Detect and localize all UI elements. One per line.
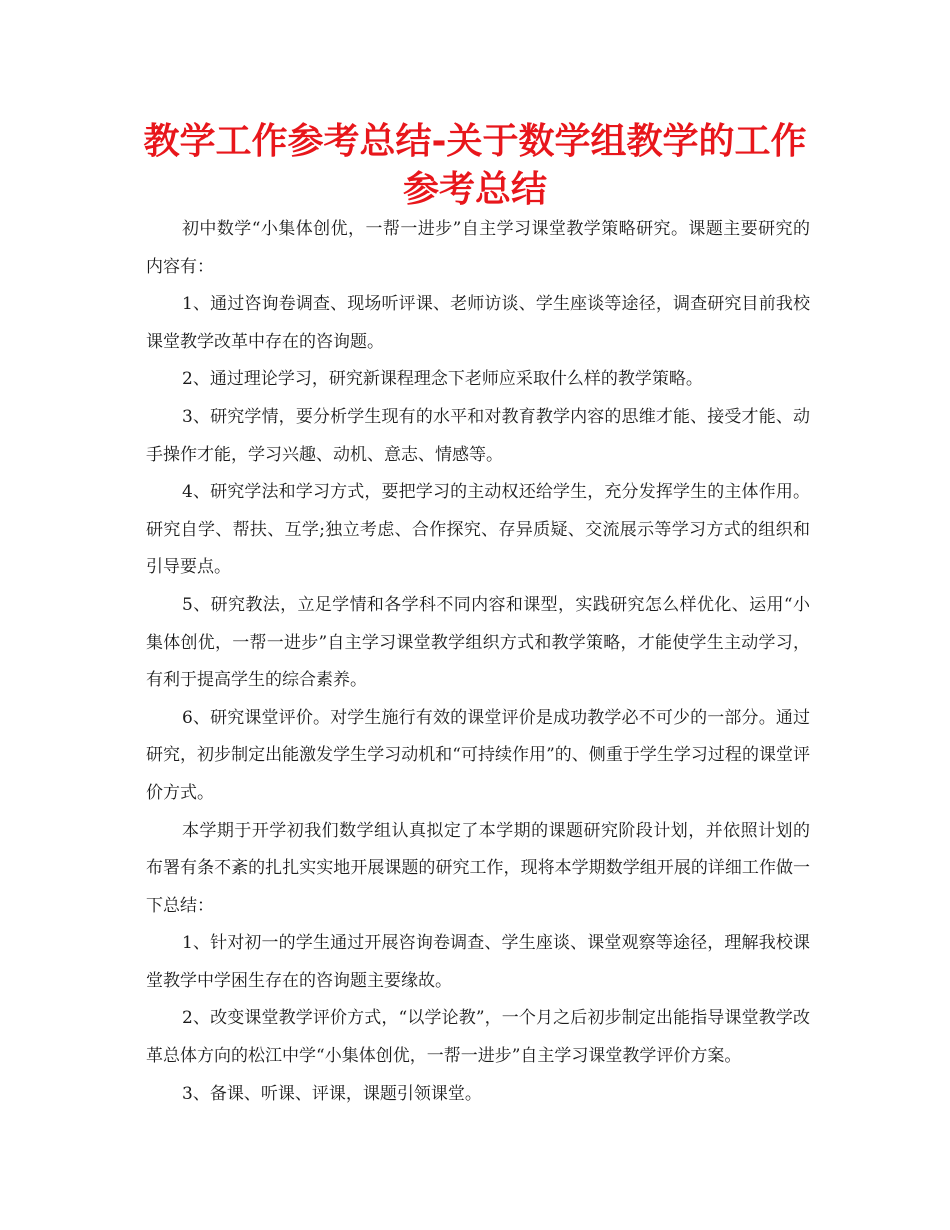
paragraph-item-4: 4、研究学法和学习方式，要把学习的主动权还给学生，充分发挥学生的主体作用。研究自学、帮扶、互学;独立考虑、合作探究、存异质疑、交流展示等学习方式的组织和引导要点。: [146, 482, 810, 578]
paragraph-intro: 初中数学“小集体创优，一帮一进步”自主学习课堂教学策略研究。课题主要研究的内容有：: [146, 219, 810, 277]
paragraph-item-3: 3、研究学情，要分析学生现有的水平和对教育教学内容的思维才能、接受才能、动手操作才能，学习兴趣、动机、意志、情感等。: [146, 406, 810, 465]
paragraph-summary-intro: 本学期于开学初我们数学组认真拟定了本学期的课题研究阶段计划，并依照计划的布署有条不紊的扎扎实实地开展课题的研究工作，现将本学期数学组开展的详细工作做一下总结：: [146, 820, 810, 916]
paragraph-work-1: 1、针对初一的学生通过开展咨询卷调查、学生座谈、课堂观察等途径，理解我校课堂教学中学困生存在的咨询题主要缘故。: [146, 933, 810, 991]
paragraph-work-2: 2、改变课堂教学评价方式，“以学论教”，一个月之后初步制定出能指导课堂教学改革总体方向的松江中学“小集体创优，一帮一进步”自主学习课堂教学评价方案。: [146, 1008, 810, 1067]
document-body: [146, 211, 810, 1113]
paragraph-item-1: 1、通过咨询卷调查、现场听评课、老师访谈、学生座谈等途径，调查研究目前我校课堂教学改革中存在的咨询题。: [146, 294, 810, 352]
document-title: 教学工作参考总结-关于数学组教学的工作参考总结: [143, 121, 807, 210]
paragraph-item-2: 2、通过理论学习，研究新课程理念下老师应采取什么样的教学策略。: [182, 369, 703, 390]
paragraph-work-3: 3、备课、听课、评课，课题引领课堂。: [182, 1083, 482, 1104]
paragraph-item-5: 5、研究教法，立足学情和各学科不同内容和课型，实践研究怎么样优化、运用“小集体创优，一帮一进步”自主学习课堂教学组织方式和教学策略，才能使学生主动学习，有利于提高学生的综合素养。: [146, 594, 810, 691]
paragraph-item-6: 6、研究课堂评价。对学生施行有效的课堂评价是成功教学必不可少的一部分。通过研究，初步制定出能激发学生学习动机和“可持续作用”的、侧重于学生学习过程的课堂评价方式。: [146, 707, 810, 803]
